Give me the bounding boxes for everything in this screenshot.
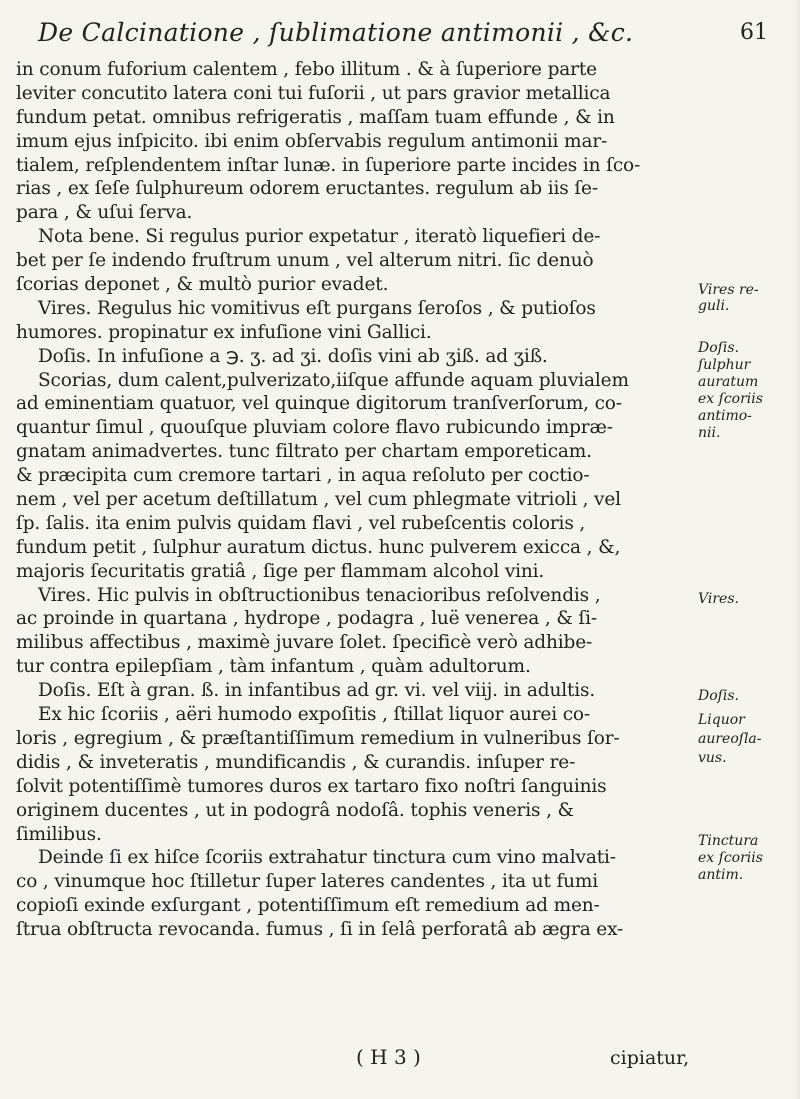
text-line: didis , & inveteratis , mundificandis , & curandis. inſuper re- xyxy=(16,751,576,773)
text-line: loris , egregium , & præſtantiſſimum remedium in vulneribus ſor- xyxy=(16,727,620,749)
margin-note: Vires. xyxy=(698,591,739,607)
text-line: bet per ſe indendo fruſtrum unum , vel alterum nitri. ſic denuò xyxy=(16,250,594,272)
text-line: para , & uſui ſerva. xyxy=(16,202,193,224)
text-line: Scorias, dum calent,pulverizato,iiſque affunde aquam pluvialem xyxy=(38,369,629,391)
text-line: ſtrua obſtructa revocanda. fumus , ſi in ſelâ perforatâ ab ægra ex- xyxy=(16,919,624,941)
text-line: gnatam animadvertes. tunc filtrato per chartam emporeticam. xyxy=(16,441,592,463)
text-line: Nota bene. Si regulus purior expetatur , iteratò liquefieri de- xyxy=(38,226,601,248)
margin-note: ſulphur xyxy=(698,357,751,373)
text-line: ſcorias deponet , & multò purior evadet. xyxy=(16,274,389,296)
text-line: leviter concutito latera coni tui fuſorii , ut pars gravior metallica xyxy=(16,82,611,104)
margin-note: Liquor xyxy=(698,712,745,728)
text-line: humores. propinatur ex infuſione vini Gallici. xyxy=(16,321,432,343)
text-line: ſolvit potentiſſimè tumores duros ex tartaro fixo noſtri ſanguinis xyxy=(16,775,607,797)
text-line: in conum fuforium calentem , febo illitum . & à ſuperiore parte xyxy=(16,59,597,80)
text-line: originem ducentes , ut in podogrâ nodoſâ. tophis veneris , & xyxy=(16,799,574,821)
text-line: tur contra epilepſiam , tàm infantum , quàm adultorum. xyxy=(16,656,531,678)
text-line: ac proinde in quartana , hydrope , podagra , luë venerea , & ſi- xyxy=(16,608,597,630)
text-line: quantur ſimul , quouſque pluviam colore flavo rubicundo impræ- xyxy=(16,417,613,439)
margin-note: antim. xyxy=(698,867,744,883)
margin-note: ex ſcoriis xyxy=(698,850,763,866)
text-line: tialem, reſplendentem inſtar lunæ. in ſuperiore parte incides in ſco- xyxy=(16,154,641,176)
margin-note: vus. xyxy=(698,750,727,766)
margin-note: Vires re- xyxy=(698,282,759,298)
text-line: milibus affectibus , maximè juvare ſolet. ſpecificè verò adhibe- xyxy=(16,632,593,654)
margin-note: guli. xyxy=(698,298,730,314)
text-line: fundum petat. omnibus refrigeratis , maſſam tuam effunde , & in xyxy=(16,106,615,128)
text-line: Deinde ſi ex hiſce ſcoriis extrahatur tinctura cum vino malvati- xyxy=(38,847,616,869)
text-line: fundum petit , ſulphur auratum dictus. hunc pulverem exicca , &, xyxy=(16,536,621,558)
catchword: cipiatur, xyxy=(610,1047,690,1069)
text-line: Vires. Regulus hic vomitivus eſt purgans ſeroſos , & putioſos xyxy=(38,297,596,319)
page-edge-shadow xyxy=(794,0,800,1099)
text-line: ſimilibus. xyxy=(16,823,102,845)
text-line: Doſis. Eſt à gran. ß. in infantibus ad gr. vi. vel viij. in adultis. xyxy=(38,680,596,702)
text-line: ſp. ſalis. ita enim pulvis quidam flavi , vel rubeſcentis coloris , xyxy=(16,512,586,534)
text-line: majoris ſecuritatis gratiâ , ſige per flammam alcohol vini. xyxy=(16,560,545,582)
text-line: co , vinumque hoc ſtilletur ſuper lateres candentes , ita ut fumi xyxy=(16,871,599,893)
margin-note: Doſis. xyxy=(698,688,739,704)
margin-note: antimo- xyxy=(698,408,752,424)
running-title: De Calcinatione , ſublimatione antimonii , &c. xyxy=(38,18,634,47)
text-line: Doſis. In infuſione a ℈. ʒ. ad ʒi. doſis vini ab ʒiß. ad ʒiß. xyxy=(38,345,548,367)
text-line: Ex hic ſcoriis , aëri humodo expoſitis , ſtillat liquor aurei co- xyxy=(38,704,591,726)
text-line: imum ejus inſpicito. ibi enim obſervabis regulum antimonii mar- xyxy=(16,130,608,152)
main-text xyxy=(16,58,684,942)
text-line: copioſi exinde exſurgant , potentiſſimum eſt remedium ad men- xyxy=(16,895,600,917)
margin-note: Doſis. xyxy=(698,340,739,356)
text-line: nem , vel per acetum deſtillatum , vel cum phlegmate vitrioli , vel xyxy=(16,489,621,511)
margin-note: ex ſcoriis xyxy=(698,391,763,407)
margin-note: Tinctura xyxy=(698,833,759,849)
margin-note: aureoſla- xyxy=(698,731,762,747)
text-line: Vires. Hic pulvis in obſtructionibus tenacioribus reſolvendis , xyxy=(38,584,601,606)
page-number: 61 xyxy=(740,20,768,45)
page-header xyxy=(38,12,768,52)
margin-note: auratum xyxy=(698,374,759,390)
margin-note: nii. xyxy=(698,425,721,441)
text-line: & præcipita cum cremore tartari , in aqua reſoluto per coctio- xyxy=(16,465,590,487)
text-line: rias , ex ſeſe ſulphureum odorem eructantes. regulum ab iis ſe- xyxy=(16,178,598,200)
signature-mark: ( H 3 ) xyxy=(356,1045,421,1069)
text-line: ad eminentiam quatuor, vel quinque digitorum tranſverſorum, co- xyxy=(16,393,622,415)
